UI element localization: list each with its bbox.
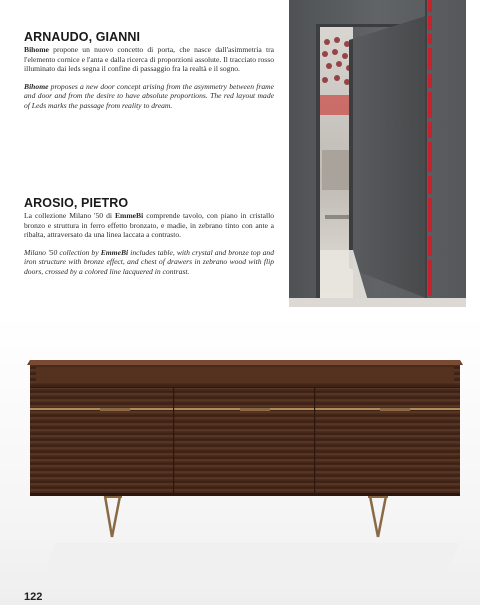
english-text-arosio [24, 248, 274, 277]
brand-emmebi-it: EmmeBi [114, 211, 144, 220]
english-body-arnaudo: proposes a new door concept arising from the asymmetry between frame and door and from the desire to have absolute proportions. The red layout made of Leds marks the passage from reality to dream. [24, 81, 274, 110]
english-pre-arosio: Milano '50 collection by [24, 247, 101, 257]
heading-arnaudo: ARNAUDO, GIANNI [24, 30, 141, 44]
heading-arosio: AROSIO, PIETRO [24, 196, 129, 210]
brand-emmebi-en: EmmeBi [100, 247, 129, 257]
door-photo [289, 0, 466, 307]
brand-bihome-en: Bihome [24, 81, 49, 91]
english-text-arnaudo [24, 82, 274, 111]
italian-body-arnaudo: propone un nuovo concetto di porta, che nasce dall'asimmetria tra l'elemento cornice e l'anta e dalla ricerca di proporzioni assolute. Il tracciato rosso illuminato dai leds segna il confine di passaggio fra la realtà e il sogno. [24, 45, 274, 74]
italian-body-arosio: comprende tavolo, con piano in cristallo bronzo e struttura in ferro effetto bronzato, e madie, in zebrano tinto con ante a ribalta, attraversato da una linea laccata a contrasto. [24, 211, 274, 240]
article-arosio [24, 196, 274, 285]
sideboard-photo [0, 315, 480, 605]
brand-bihome-it: Bihome [24, 45, 49, 54]
english-body-arosio: includes table, with crystal and bronze top and iron structure with bronze effect, and chest of drawers in zebrano wood with flip doors, crossed by a colored line lacquered in contrast. [24, 247, 275, 276]
italian-text-arosio [24, 211, 274, 240]
article-arnaudo [24, 30, 274, 119]
page-number: 122 [24, 591, 43, 603]
italian-pre-arosio: La collezione Milano '50 di [24, 211, 115, 220]
italian-text-arnaudo [24, 45, 274, 74]
